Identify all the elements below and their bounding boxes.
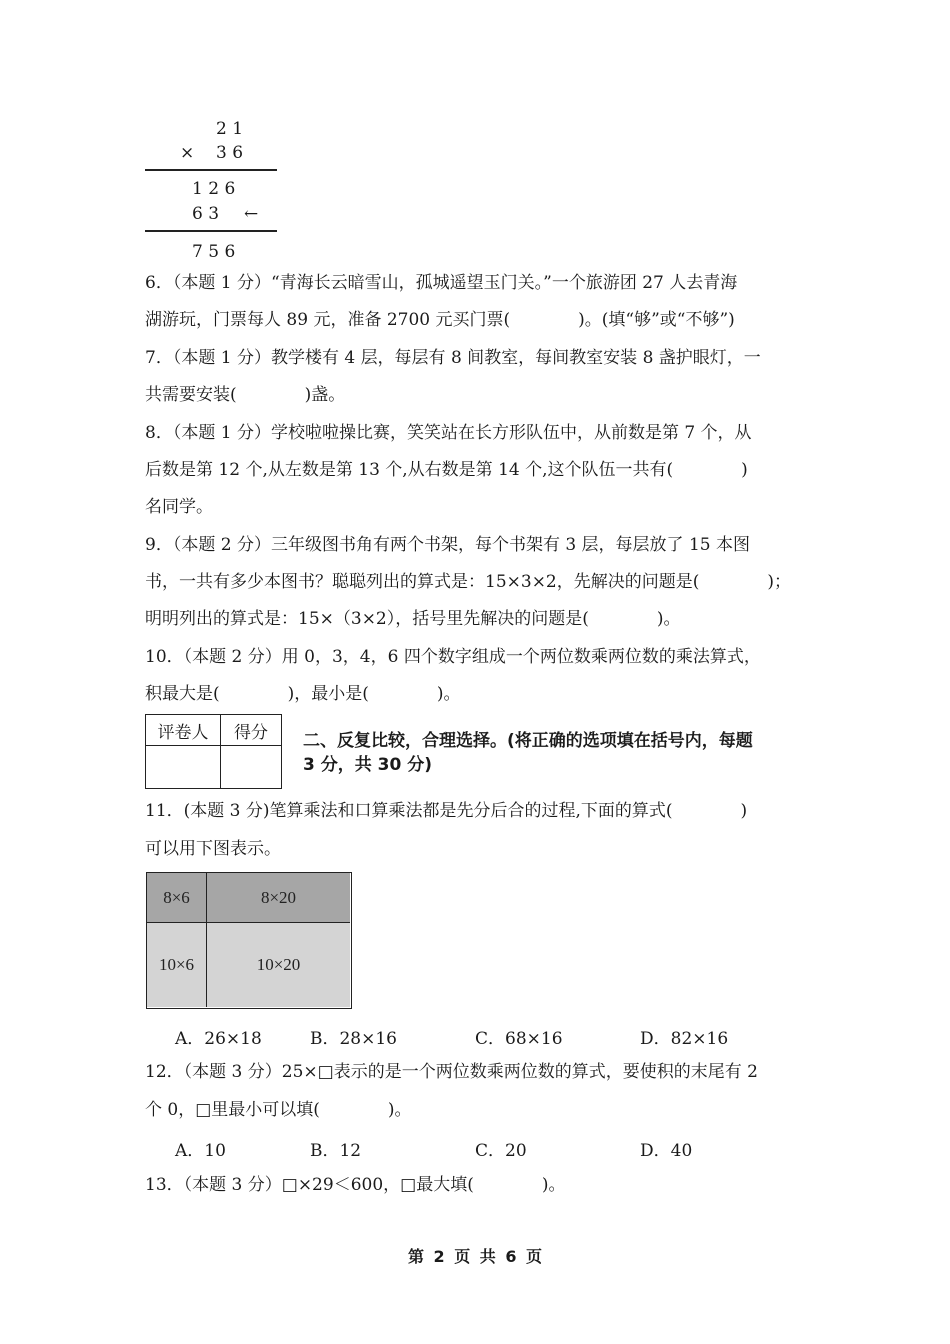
multiplicand: 2 1	[216, 119, 244, 139]
question-9-line-3: 明明列出的算式是：15×（3×2），括号里先解决的问题是( )。	[145, 609, 681, 629]
question-10-line-2: 积最大是( )，最小是( )。	[145, 684, 461, 704]
q12-option-d[interactable]: D．40	[640, 1141, 693, 1161]
question-6-line-1: 6．（本题 1 分）“青海长云暗雪山，孤城遥望玉门关。”一个旅游团 27 人去青海	[145, 273, 738, 293]
left-arrow-icon: ←	[244, 204, 259, 224]
area-label-10x6: 10×6	[158, 955, 195, 974]
question-10-line-1: 10．（本题 2 分）用 0，3，4，6 四个数字组成一个两位数乘两位数的乘法算式，	[145, 647, 761, 667]
page-footer: 第 2 页 共 6 页	[407, 1247, 543, 1266]
area-cell-bottom-left	[147, 923, 207, 1007]
calc-rule-2	[145, 230, 277, 232]
grader-cell[interactable]	[146, 746, 221, 789]
question-11-line-1: 11．(本题 3 分)笔算乘法和口算乘法都是先分后合的过程,下面的算式( )	[145, 801, 748, 821]
score-table	[145, 714, 282, 789]
multiplier: 3 6	[216, 143, 244, 163]
area-model	[146, 872, 352, 1009]
q11-option-c[interactable]: C．68×16	[475, 1029, 563, 1049]
question-8-line-1: 8．（本题 1 分）学校啦啦操比赛，笑笑站在长方形队伍中，从前数是第 7 个，从	[145, 423, 752, 443]
q11-option-a[interactable]: A．26×18	[175, 1029, 262, 1049]
question-13-line-1: 13．（本题 3 分）□×29＜600，□最大填( )。	[145, 1175, 566, 1195]
area-label-10x20: 10×20	[256, 955, 301, 974]
question-9-line-2: 书，一共有多少本图书？聪聪列出的算式是：15×3×2，先解决的问题是( )；	[145, 572, 792, 592]
q12-option-c[interactable]: C．20	[475, 1141, 527, 1161]
question-11-line-2: 可以用下图表示。	[145, 839, 281, 859]
score-label: 得分	[221, 715, 282, 746]
question-12-line-1: 12．（本题 3 分）25×□表示的是一个两位数乘两位数的算式，要使积的末尾有 2	[145, 1062, 758, 1082]
calc-rule-1	[145, 169, 277, 171]
question-8-line-2: 后数是第 12 个,从左数是第 13 个,从右数是第 14 个,这个队伍一共有( )	[145, 460, 748, 480]
question-7-line-2: 共需要安装( )盏。	[145, 385, 346, 405]
question-8-line-3: 名同学。	[145, 497, 213, 517]
q12-option-a[interactable]: A．10	[175, 1141, 226, 1161]
question-9-line-1: 9．（本题 2 分）三年级图书角有两个书架，每个书架有 3 层，每层放了 15 本图	[145, 535, 751, 555]
area-cell-top-left	[147, 873, 207, 923]
product: 7 5 6	[192, 242, 236, 262]
area-label-8x20: 8×20	[260, 887, 297, 907]
question-7-line-1: 7．（本题 1 分）教学楼有 4 层，每层有 8 间教室，每间教室安装 8 盏护眼灯，一	[145, 348, 761, 368]
partial-product-2: 6 3	[192, 204, 220, 224]
question-12-line-2: 个 0，□里最小可以填( )。	[145, 1100, 412, 1120]
area-label-8x6: 8×6	[163, 887, 190, 907]
section-2-title-line-1: 二、反复比较，合理选择。(将正确的选项填在括号内，每题	[303, 731, 753, 751]
partial-product-1: 1 2 6	[192, 179, 236, 199]
q12-option-b[interactable]: B．12	[310, 1141, 362, 1161]
area-cell-bottom-right	[207, 923, 350, 1007]
section-2-title-line-2: 3 分，共 30 分)	[303, 755, 433, 775]
question-6-line-2: 湖游玩，门票每人 89 元，准备 2700 元买门票( )。(填“够”或“不够”)	[145, 310, 735, 330]
area-cell-top-right	[207, 873, 350, 923]
q11-option-d[interactable]: D．82×16	[640, 1029, 729, 1049]
times-sign: ×	[180, 143, 195, 163]
score-cell[interactable]	[221, 746, 282, 789]
q11-option-b[interactable]: B．28×16	[310, 1029, 398, 1049]
grader-label: 评卷人	[146, 715, 221, 746]
